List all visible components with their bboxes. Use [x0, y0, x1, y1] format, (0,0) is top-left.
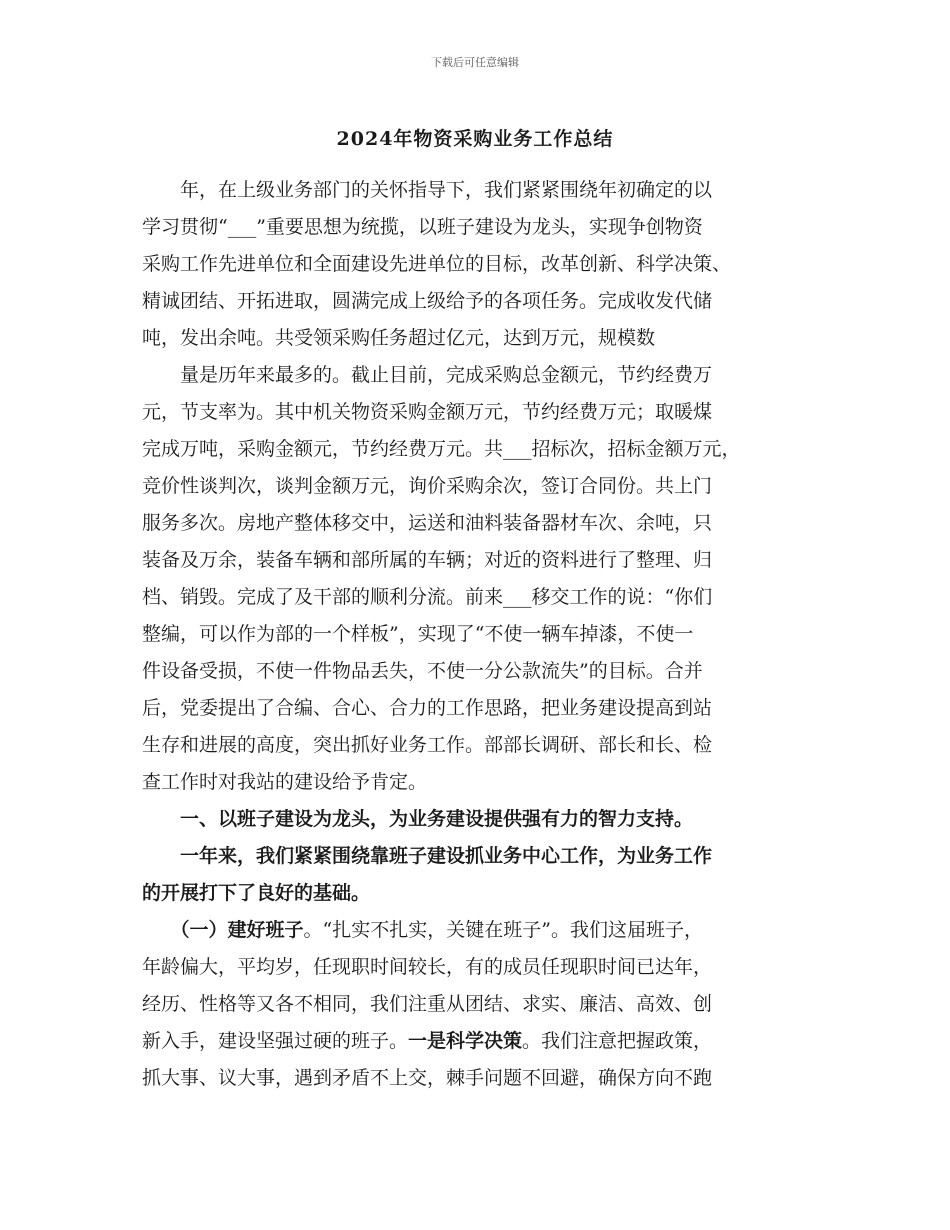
- body-line: [142, 1060, 822, 1096]
- body-line: [142, 690, 822, 726]
- body-line: [142, 1023, 822, 1059]
- body-line: [142, 727, 822, 763]
- line-text: 经历、性格等又各不相同，我们注重从团结、求实、廉洁、高效、创: [142, 993, 713, 1015]
- body-line: [142, 394, 822, 430]
- body-line: [142, 949, 822, 985]
- body-line: [142, 468, 822, 504]
- line-text: 查工作时对我站的建设给予肯定。: [142, 771, 428, 793]
- line-text: 件设备受损，不使一件物品丢失，不使一分公款流失”的目标。合并: [142, 660, 703, 682]
- bold-line: [142, 875, 822, 911]
- line-text: 完成万吨，采购金额元，节约经费万元。共___招标次，招标金额万元，: [142, 438, 741, 460]
- line-text: 量是历年来最多的。截止目前，完成采购总金额元，节约经费万: [142, 364, 713, 386]
- section-heading: [142, 801, 822, 837]
- header-note: 下载后可任意编辑: [431, 56, 519, 69]
- body-line: [142, 431, 822, 467]
- line-text: 新入手，建设坚强过硬的班子。: [142, 1030, 409, 1052]
- bold-line: [142, 838, 822, 874]
- line-text: 竞价性谈判次，谈判金额万元，询价采购余次，签订合同份。共上门: [142, 475, 713, 497]
- line-text: 精诚团结、开拓进取，圆满完成上级给予的各项任务。完成收发代储: [142, 290, 713, 312]
- line-text: 的开展打下了良好的基础。: [142, 882, 371, 904]
- body-line: [142, 542, 822, 578]
- heading-text: 一、以班子建设为龙头，为业务建设提供强有力的智力支持。: [142, 808, 694, 830]
- body-line: [142, 246, 822, 282]
- line-text: 生存和进展的高度，突出抓好业务工作。部部长调研、部长和长、检: [142, 734, 713, 756]
- line-text: 吨，发出余吨。共受领采购任务超过亿元，达到万元，规模数: [142, 327, 656, 349]
- body-line: [142, 283, 822, 319]
- body-line: [142, 986, 822, 1022]
- line-text: 一年来，我们紧紧围绕靠班子建设抓业务中心工作，为业务工作: [142, 845, 713, 867]
- line-text: 年龄偏大，平均岁，任现职时间较长，有的成员任现职时间已达年，: [142, 956, 713, 978]
- body-line: [142, 764, 822, 800]
- body-line: [142, 172, 822, 208]
- body-line: [142, 579, 822, 615]
- body-line: [142, 209, 822, 245]
- line-text: 装备及万余，装备车辆和部所属的车辆；对近的资料进行了整理、归: [142, 549, 713, 571]
- line-text: 元，节支率为。其中机关物资采购金额万元，节约经费万元；取暖煤: [142, 401, 713, 423]
- body-line: [142, 912, 822, 948]
- line-text: 。我们注意把握政策，: [522, 1030, 713, 1052]
- line-text: 采购工作先进单位和全面建设先进单位的目标，改革创新、科学决策、: [142, 253, 732, 275]
- line-text: 学习贯彻“___”重要思想为统揽，以班子建设为龙头，实现争创物资: [142, 216, 703, 238]
- line-text: 抓大事、议大事，遇到矛盾不上交，棘手问题不回避，确保方向不跑: [142, 1067, 713, 1089]
- line-text: 服务多次。房地产整体移交中，运送和油料装备器材车次、余吨，只: [142, 512, 713, 534]
- document-title: 2024年物资采购业务工作总结: [336, 128, 614, 150]
- line-text: 后，党委提出了合编、合心、合力的工作思路，把业务建设提高到站: [142, 697, 713, 719]
- line-text: 整编，可以作为部的一个样板”，实现了“不使一辆车掉漆，不使一: [142, 623, 694, 645]
- body-line: [142, 505, 822, 541]
- body-line: [142, 616, 822, 652]
- body-line: [142, 653, 822, 689]
- line-text: 档、销毁。完成了及干部的顺利分流。前来___移交工作的说：“你们: [142, 586, 713, 608]
- body-line: [142, 357, 822, 393]
- line-text: 年，在上级业务部门的关怀指导下，我们紧紧围绕年初确定的以: [142, 179, 713, 201]
- body-line: [142, 320, 822, 356]
- emphasis-text: 一是科学决策: [408, 1030, 523, 1052]
- line-text: 。“扎实不扎实，关键在班子”。我们这届班子，: [303, 919, 703, 941]
- subheading-text: （一）建好班子: [142, 919, 304, 941]
